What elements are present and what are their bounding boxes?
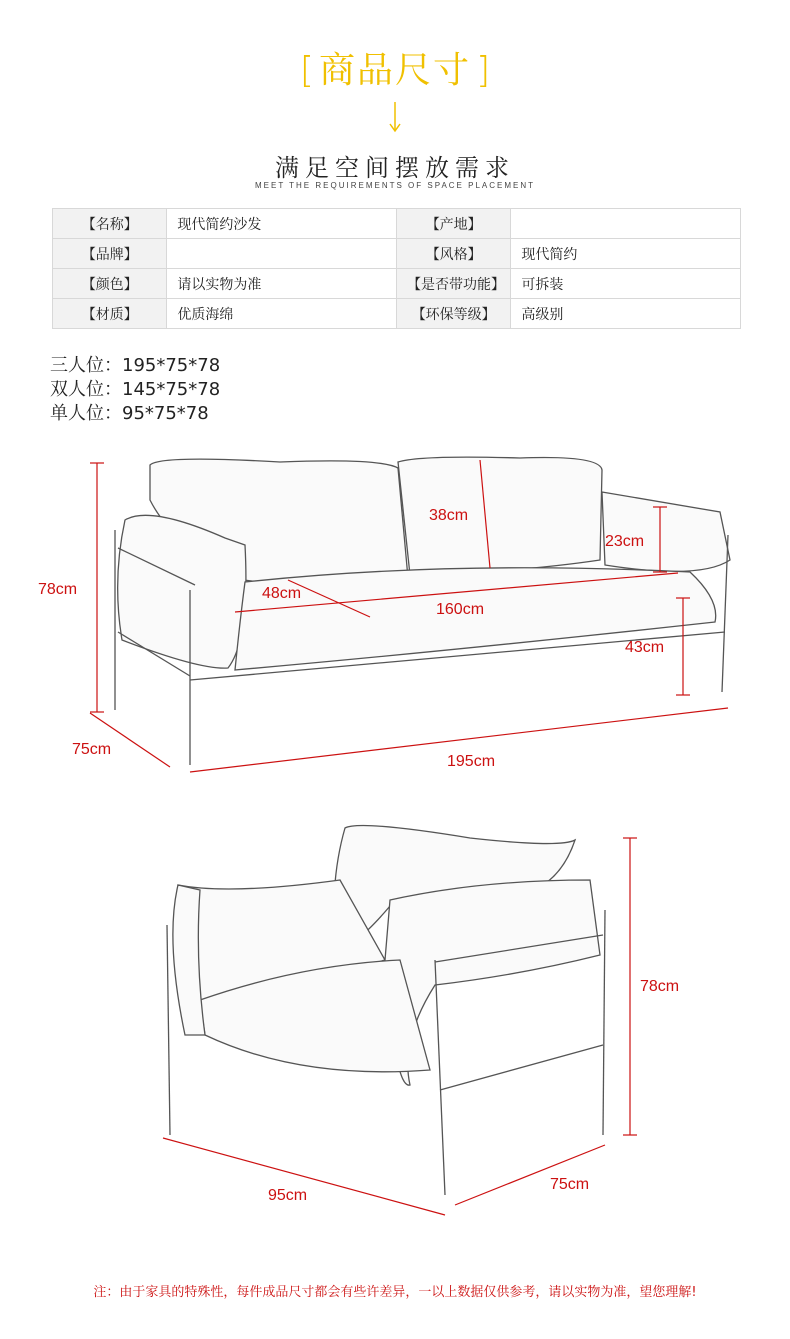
footer-note: 注：由于家具的特殊性，每件成品尺寸都会有些许差异，一以上数据仅供参考，请以实物为准，望您理解!	[93, 1285, 697, 1300]
section-subtitle-en: MEET THE REQUIREMENTS OF SPACE PLACEMENT	[254, 181, 536, 190]
sofa-height-label: 78cm	[38, 581, 78, 598]
spec-key: 【风格】	[396, 239, 510, 269]
left-bracket-icon: [	[299, 50, 314, 91]
spec-value: 请以实物为准	[167, 269, 397, 299]
spec-value: 可拆装	[511, 269, 741, 299]
sofa-seat-depth-label: 48cm	[262, 585, 302, 602]
size-single-seat: 单人位：95*75*78	[50, 403, 209, 424]
single-chair-illustration	[167, 826, 605, 1195]
size-two-seat: 双人位：145*75*78	[50, 379, 221, 400]
spec-key: 【名称】	[53, 209, 167, 239]
spec-value: 高级别	[511, 299, 741, 329]
sofa-arm-label: 23cm	[605, 533, 645, 550]
size-three-seat: 三人位：195*75*78	[50, 355, 221, 376]
sofa-width-label: 195cm	[447, 753, 496, 770]
chair-height-label: 78cm	[640, 978, 680, 995]
spec-key: 【品牌】	[53, 239, 167, 269]
spec-key: 【是否带功能】	[396, 269, 510, 299]
spec-value: 现代简约沙发	[167, 209, 397, 239]
right-bracket-icon: ]	[476, 50, 491, 91]
spec-key: 【产地】	[396, 209, 510, 239]
sofa-depth-label: 75cm	[72, 741, 112, 758]
sofa-seat-height-label: 43cm	[625, 639, 665, 656]
spec-key: 【环保等级】	[396, 299, 510, 329]
section-subtitle: 满足空间摆放需求	[275, 154, 515, 182]
spec-key: 【材质】	[53, 299, 167, 329]
spec-value: 现代简约	[511, 239, 741, 269]
chair-width-label: 95cm	[268, 1187, 308, 1204]
chair-depth-label: 75cm	[550, 1176, 590, 1193]
sofa-back-cushion-label: 38cm	[429, 507, 469, 524]
spec-value: 优质海绵	[167, 299, 397, 329]
sofa-seat-width-label: 160cm	[436, 601, 485, 618]
spec-key: 【颜色】	[53, 269, 167, 299]
page-title: 商品尺寸	[318, 50, 471, 91]
